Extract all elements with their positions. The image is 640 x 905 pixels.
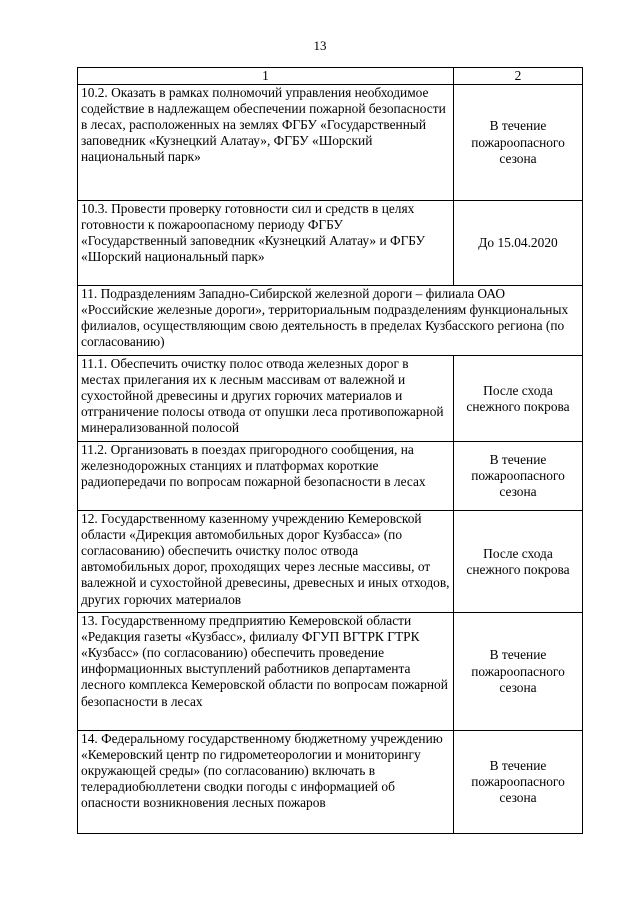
measure-term: В течение пожароопасного сезона — [454, 85, 583, 201]
table-row — [78, 511, 583, 613]
table-row — [78, 613, 583, 731]
table-header-row — [78, 68, 583, 85]
measure-term: В течение пожароопасного сезона — [454, 442, 583, 511]
table-row — [78, 442, 583, 511]
measure-term: После схода снежного покрова — [454, 511, 583, 613]
measure-text: 11.2. Организовать в поездах пригородного сообщения, на железнодорожных станциях и платформах короткие радиопередачи по вопросам пожарной безопасности в лесах — [78, 442, 454, 511]
measure-term: До 15.04.2020 — [454, 201, 583, 286]
measure-text: 13. Государственному предприятию Кемеровской области «Редакция газеты «Кузбасс», филиалу ФГУП ВГТРК ГТРК «Кузбасс» (по согласованию) обеспечить проведение информационных выступлений работников департамента лесного комплекса Кемеровской области по вопросам пожарной безопасности в лесах — [78, 613, 454, 731]
measures-table — [77, 67, 583, 834]
measure-term: После схода снежного покрова — [454, 356, 583, 442]
measure-text: 11.1. Обеспечить очистку полос отвода железных дорог в местах прилегания их к лесным массивам от валежной и сухостойной древесины и других горючих материалов и отграничение полосы отвода от опушки леса противопожарной минерализованной полосой — [78, 356, 454, 442]
measure-text: 10.3. Провести проверку готовности сил и средств в целях готовности к пожароопасному периоду ФГБУ «Государственный заповедник «Кузнецкий Алатау» и ФГБУ «Шорский национальный парк» — [78, 201, 454, 286]
table-row — [78, 85, 583, 201]
table-row — [78, 286, 583, 356]
measure-term: В течение пожароопасного сезона — [454, 731, 583, 834]
column-header: 1 — [78, 68, 454, 85]
measure-text: 14. Федеральному государственному бюджетному учреждению «Кемеровский центр по гидрометеорологии и мониторингу окружающей среды» (по согласованию) включать в телерадиобюллетени сводки погоды с информацией об опасности возникновения лесных пожаров — [78, 731, 454, 834]
section-heading: 11. Подразделениям Западно-Сибирской железной дороги – филиала ОАО «Российские железные дороги», территориальным подразделениям функциональных филиалов, осуществляющим свою деятельность в пределах Кузбасского региона (по согласованию) — [78, 286, 583, 356]
table-row — [78, 731, 583, 834]
measure-text: 12. Государственному казенному учреждению Кемеровской области «Дирекция автомобильных дорог Кузбасса» (по согласованию) обеспечить очистку полос отвода автомобильных дорог, проходящих через лесные массивы, от валежной и сухостойной древесины, древесных и иных отходов, других горючих материалов — [78, 511, 454, 613]
measure-term: В течение пожароопасного сезона — [454, 613, 583, 731]
table-row — [78, 356, 583, 442]
measure-text: 10.2. Оказать в рамках полномочий управления необходимое содействие в надлежащем обеспечении пожарной безопасности в лесах, расположенных на землях ФГБУ «Государственный заповедник «Кузнецкий Алатау», ФГБУ «Шорский национальный парк» — [78, 85, 454, 201]
page-number: 13 — [313, 38, 327, 53]
table-row — [78, 201, 583, 286]
column-header: 2 — [454, 68, 583, 85]
